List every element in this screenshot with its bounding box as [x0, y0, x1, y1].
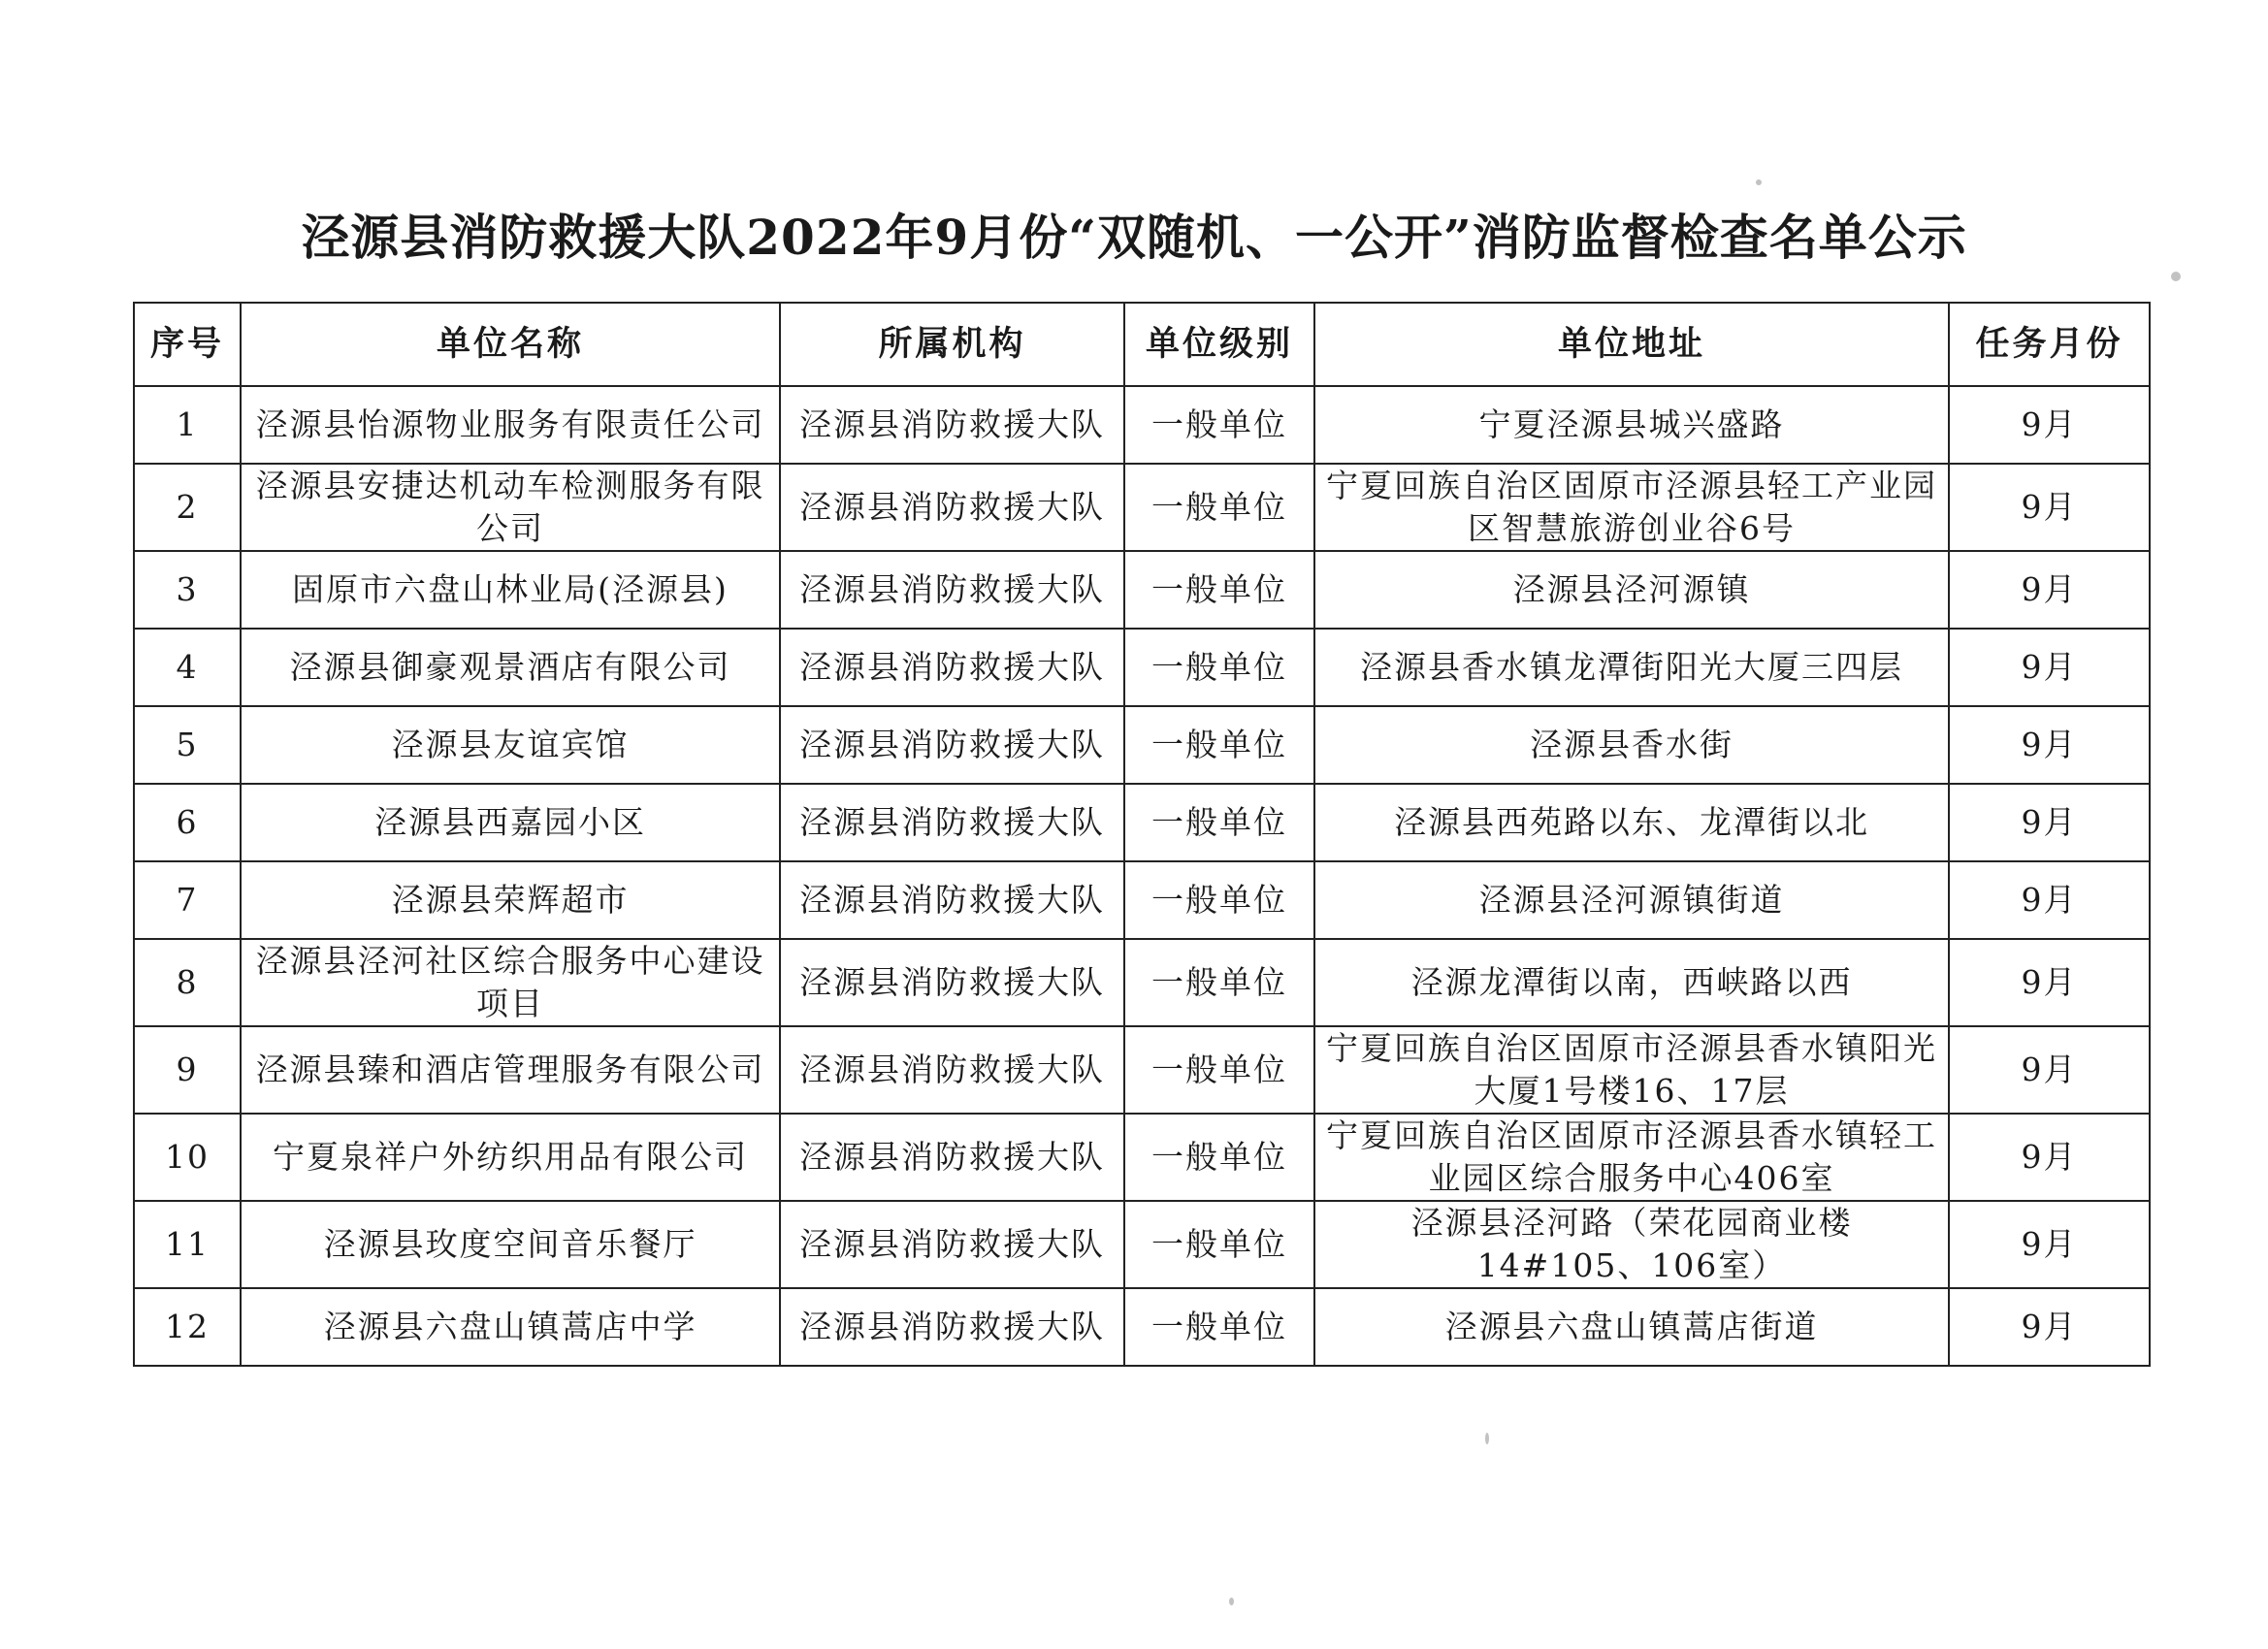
- cell-organization: 泾源县消防救援大队: [780, 1288, 1124, 1366]
- scan-speck: [1485, 1433, 1489, 1444]
- header-unit-level: 单位级别: [1124, 303, 1314, 386]
- scan-speck: [1756, 179, 1762, 185]
- cell-unit-address: 宁夏泾源县城兴盛路: [1314, 386, 1949, 464]
- cell-unit-level: 一般单位: [1124, 1114, 1314, 1201]
- cell-unit-level: 一般单位: [1124, 706, 1314, 784]
- cell-task-month: 9月: [1949, 1026, 2150, 1114]
- cell-organization: 泾源县消防救援大队: [780, 1201, 1124, 1288]
- table-row: [134, 464, 2150, 551]
- scan-speck: [1229, 1598, 1234, 1605]
- cell-seq: 8: [134, 939, 241, 1026]
- table-row: [134, 551, 2150, 629]
- header-unit-address: 单位地址: [1314, 303, 1949, 386]
- cell-unit-level: 一般单位: [1124, 1026, 1314, 1114]
- cell-seq: 11: [134, 1201, 241, 1288]
- cell-unit-name: 宁夏泉祥户外纺织用品有限公司: [241, 1114, 780, 1201]
- cell-seq: 5: [134, 706, 241, 784]
- inspection-roster-table: [133, 302, 2151, 1367]
- table-row: [134, 1026, 2150, 1114]
- cell-organization: 泾源县消防救援大队: [780, 1026, 1124, 1114]
- table-row: [134, 784, 2150, 861]
- cell-unit-name: 泾源县六盘山镇蒿店中学: [241, 1288, 780, 1366]
- cell-task-month: 9月: [1949, 706, 2150, 784]
- cell-organization: 泾源县消防救援大队: [780, 706, 1124, 784]
- header-unit-name: 单位名称: [241, 303, 780, 386]
- header-seq: 序号: [134, 303, 241, 386]
- cell-unit-name: 泾源县怡源物业服务有限责任公司: [241, 386, 780, 464]
- cell-seq: 9: [134, 1026, 241, 1114]
- header-row: [134, 303, 2150, 386]
- cell-unit-name: 固原市六盘山林业局(泾源县): [241, 551, 780, 629]
- cell-task-month: 9月: [1949, 1201, 2150, 1288]
- cell-unit-level: 一般单位: [1124, 629, 1314, 706]
- cell-organization: 泾源县消防救援大队: [780, 386, 1124, 464]
- document-title: 泾源县消防救援大队2022年9月份“双随机、一公开”消防监督检查名单公示: [301, 209, 1967, 266]
- cell-unit-address: 泾源县泾河源镇街道: [1314, 861, 1949, 939]
- cell-unit-address: 宁夏回族自治区固原市泾源县香水镇阳光大厦1号楼16、17层: [1314, 1026, 1949, 1114]
- cell-task-month: 9月: [1949, 861, 2150, 939]
- cell-organization: 泾源县消防救援大队: [780, 629, 1124, 706]
- header-task-month: 任务月份: [1949, 303, 2150, 386]
- cell-unit-level: 一般单位: [1124, 464, 1314, 551]
- cell-task-month: 9月: [1949, 784, 2150, 861]
- cell-task-month: 9月: [1949, 629, 2150, 706]
- cell-unit-name: 泾源县臻和酒店管理服务有限公司: [241, 1026, 780, 1114]
- cell-unit-level: 一般单位: [1124, 939, 1314, 1026]
- cell-unit-address: 宁夏回族自治区固原市泾源县轻工产业园区智慧旅游创业谷6号: [1314, 464, 1949, 551]
- cell-seq: 3: [134, 551, 241, 629]
- table-body: [134, 386, 2150, 1366]
- cell-unit-address: 泾源县香水镇龙潭街阳光大厦三四层: [1314, 629, 1949, 706]
- cell-unit-level: 一般单位: [1124, 551, 1314, 629]
- cell-task-month: 9月: [1949, 386, 2150, 464]
- cell-unit-level: 一般单位: [1124, 1201, 1314, 1288]
- cell-unit-address: 泾源县西苑路以东、龙潭街以北: [1314, 784, 1949, 861]
- cell-organization: 泾源县消防救援大队: [780, 551, 1124, 629]
- table-row: [134, 1114, 2150, 1201]
- cell-unit-level: 一般单位: [1124, 386, 1314, 464]
- cell-seq: 4: [134, 629, 241, 706]
- cell-organization: 泾源县消防救援大队: [780, 784, 1124, 861]
- table-row: [134, 1201, 2150, 1288]
- cell-unit-name: 泾源县荣辉超市: [241, 861, 780, 939]
- cell-task-month: 9月: [1949, 1114, 2150, 1201]
- cell-unit-level: 一般单位: [1124, 861, 1314, 939]
- cell-unit-name: 泾源县泾河社区综合服务中心建设项目: [241, 939, 780, 1026]
- table-row: [134, 386, 2150, 464]
- cell-task-month: 9月: [1949, 551, 2150, 629]
- cell-task-month: 9月: [1949, 1288, 2150, 1366]
- cell-unit-level: 一般单位: [1124, 784, 1314, 861]
- cell-unit-level: 一般单位: [1124, 1288, 1314, 1366]
- cell-seq: 2: [134, 464, 241, 551]
- cell-unit-name: 泾源县玫度空间音乐餐厅: [241, 1201, 780, 1288]
- cell-unit-address: 泾源县六盘山镇蒿店街道: [1314, 1288, 1949, 1366]
- header-organization: 所属机构: [780, 303, 1124, 386]
- cell-unit-name: 泾源县御豪观景酒店有限公司: [241, 629, 780, 706]
- cell-unit-address: 泾源龙潭街以南，西峡路以西: [1314, 939, 1949, 1026]
- scan-speck: [2171, 272, 2181, 281]
- cell-task-month: 9月: [1949, 464, 2150, 551]
- cell-unit-address: 泾源县香水街: [1314, 706, 1949, 784]
- cell-task-month: 9月: [1949, 939, 2150, 1026]
- cell-unit-name: 泾源县友谊宾馆: [241, 706, 780, 784]
- cell-seq: 6: [134, 784, 241, 861]
- cell-unit-address: 宁夏回族自治区固原市泾源县香水镇轻工业园区综合服务中心406室: [1314, 1114, 1949, 1201]
- table-row: [134, 706, 2150, 784]
- table-row: [134, 629, 2150, 706]
- cell-organization: 泾源县消防救援大队: [780, 464, 1124, 551]
- cell-unit-name: 泾源县西嘉园小区: [241, 784, 780, 861]
- table-row: [134, 939, 2150, 1026]
- cell-seq: 12: [134, 1288, 241, 1366]
- cell-seq: 7: [134, 861, 241, 939]
- cell-organization: 泾源县消防救援大队: [780, 1114, 1124, 1201]
- cell-unit-address: 泾源县泾河源镇: [1314, 551, 1949, 629]
- cell-unit-address: 泾源县泾河路（荣花园商业楼14#105、106室）: [1314, 1201, 1949, 1288]
- table-row: [134, 1288, 2150, 1366]
- cell-organization: 泾源县消防救援大队: [780, 939, 1124, 1026]
- cell-organization: 泾源县消防救援大队: [780, 861, 1124, 939]
- table-header: [134, 303, 2150, 386]
- table-row: [134, 861, 2150, 939]
- cell-seq: 10: [134, 1114, 241, 1201]
- cell-unit-name: 泾源县安捷达机动车检测服务有限公司: [241, 464, 780, 551]
- cell-seq: 1: [134, 386, 241, 464]
